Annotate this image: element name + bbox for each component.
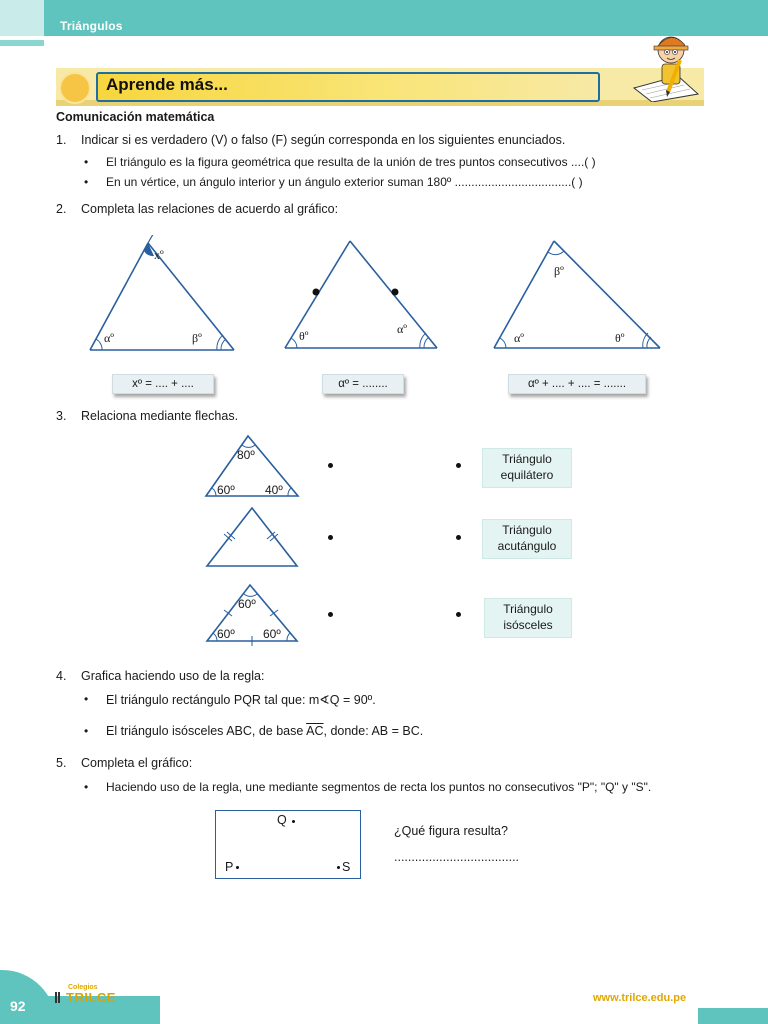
q3-tri3-left-label: 60º [217,627,235,641]
brand-subtitle: Colegios [68,984,98,991]
triangle-1-a-label: αº [104,331,115,345]
question-5-prompt: ¿Qué figura resulta? [394,824,508,838]
footer-bar-right [698,1008,768,1024]
point-s[interactable] [337,866,340,869]
option-tag-3 [484,598,572,638]
relation-box-2: αº = ........ [322,374,404,394]
bullet-icon: • [84,692,89,706]
match-dot-right-2[interactable] [456,535,461,540]
match-dot-right-1[interactable] [456,463,461,468]
question-4-item-2 [106,724,423,738]
question-4-item-2-post: , donde: AB = BC. [323,724,424,738]
match-dot-left-2[interactable] [328,535,333,540]
question-5-answer-line[interactable]: .................................... [394,850,520,864]
point-s-label: S [342,860,351,874]
banner-title: Aprende más... [106,75,228,94]
option-2-line-2: acutángulo [497,539,557,553]
point-q-label: Q [277,813,287,827]
triangle-1-b-label: βº [192,331,202,345]
base-segment-label: $\overline{AC}$ [306,724,324,738]
option-2-line-1: Triángulo [502,523,552,537]
bullet-icon: • [84,155,89,169]
header-tab-lower [0,40,44,46]
q3-tri1-top-label: 80º [237,448,255,462]
point-q[interactable] [292,820,295,823]
brand-bar-icon [55,992,57,1003]
brand-bar-icon [58,992,60,1003]
question-1-number: 1. [56,133,67,147]
q3-tri1-left-label: 60º [217,483,235,497]
question-3-text: Relaciona mediante flechas. [81,409,239,423]
option-1-line-2: equilátero [500,468,554,482]
question-1-item-2: En un vértice, un ángulo interior y un ángulo exterior suman 180º ...................................( ) [106,175,583,189]
question-3-triangles [200,430,310,650]
question-1-item-1: El triángulo es la figura geométrica que resulta de la unión de tres puntos consecutivos ....( ) [106,155,596,169]
question-5-number: 5. [56,756,67,770]
question-4-number: 4. [56,669,67,683]
option-tag-1 [482,448,572,488]
question-4-item-1: El triángulo rectángulo PQR tal que: m∢Q = 90º. [106,693,376,707]
triangle-3-a-label: αº [514,331,525,345]
question-5-item: Haciendo uso de la regla, une mediante segmentos de recta los puntos no consecutivos "P"; "Q" y "S". [106,780,652,794]
section-label: Comunicación matemática [56,110,215,124]
triangle-3-b-label: βº [554,264,564,278]
bullet-icon: • [84,724,89,738]
q3-tri3-top-label: 60º [238,597,256,611]
q3-triangle-2 [207,508,297,566]
option-tag-2 [482,519,572,559]
question-2-text: Completa las relaciones de acuerdo al gráfico: [81,202,339,216]
match-dot-left-3[interactable] [328,612,333,617]
triangle-2-t-label: θº [299,329,309,343]
q3-triangle-3 [207,585,297,646]
option-1-line-1: Triángulo [502,452,552,466]
point-p[interactable] [236,866,239,869]
bullet-icon: • [84,175,89,189]
page-number: 92 [10,998,26,1014]
match-dot-right-3[interactable] [456,612,461,617]
relation-box-1: xº = .... + .... [112,374,214,394]
triangle-3 [494,241,660,348]
footer-corner [0,970,56,1024]
header-title: Triángulos [60,19,123,33]
q3-triangle-1 [206,436,298,497]
question-2-triangles [80,235,680,355]
q3-tri3-right-label: 60º [263,627,281,641]
option-3-line-2: isósceles [503,618,553,632]
footer-url[interactable]: www.trilce.edu.pe [593,992,687,1004]
brand-logo: TRILCE [66,990,116,1005]
triangle-1 [90,235,234,350]
question-5-text: Completa el gráfico: [81,756,193,770]
triangle-1-x-label: xº [154,248,164,262]
point-p-label: P [225,860,234,874]
question-4-text: Grafica haciendo uso de la regla: [81,669,265,683]
question-1-text: Indicar si es verdadero (V) o falso (F) según corresponda en los siguientes enunciados. [81,133,566,147]
option-3-line-1: Triángulo [503,602,553,616]
match-dot-left-1[interactable] [328,463,333,468]
q3-tri1-right-label: 40º [265,483,283,497]
triangle-2-a-label: αº [397,322,408,336]
question-4-item-2-pre: El triángulo isósceles ABC, de base [106,724,307,738]
relation-box-3: αº + .... + .... = ....... [508,374,646,394]
banner-circle-icon [59,72,91,104]
question-3-number: 3. [56,409,67,423]
question-2-number: 2. [56,202,67,216]
bullet-icon: • [84,780,89,794]
student-mascot-icon [628,30,704,102]
triangle-2 [285,241,437,348]
triangle-3-t-label: θº [615,331,625,345]
